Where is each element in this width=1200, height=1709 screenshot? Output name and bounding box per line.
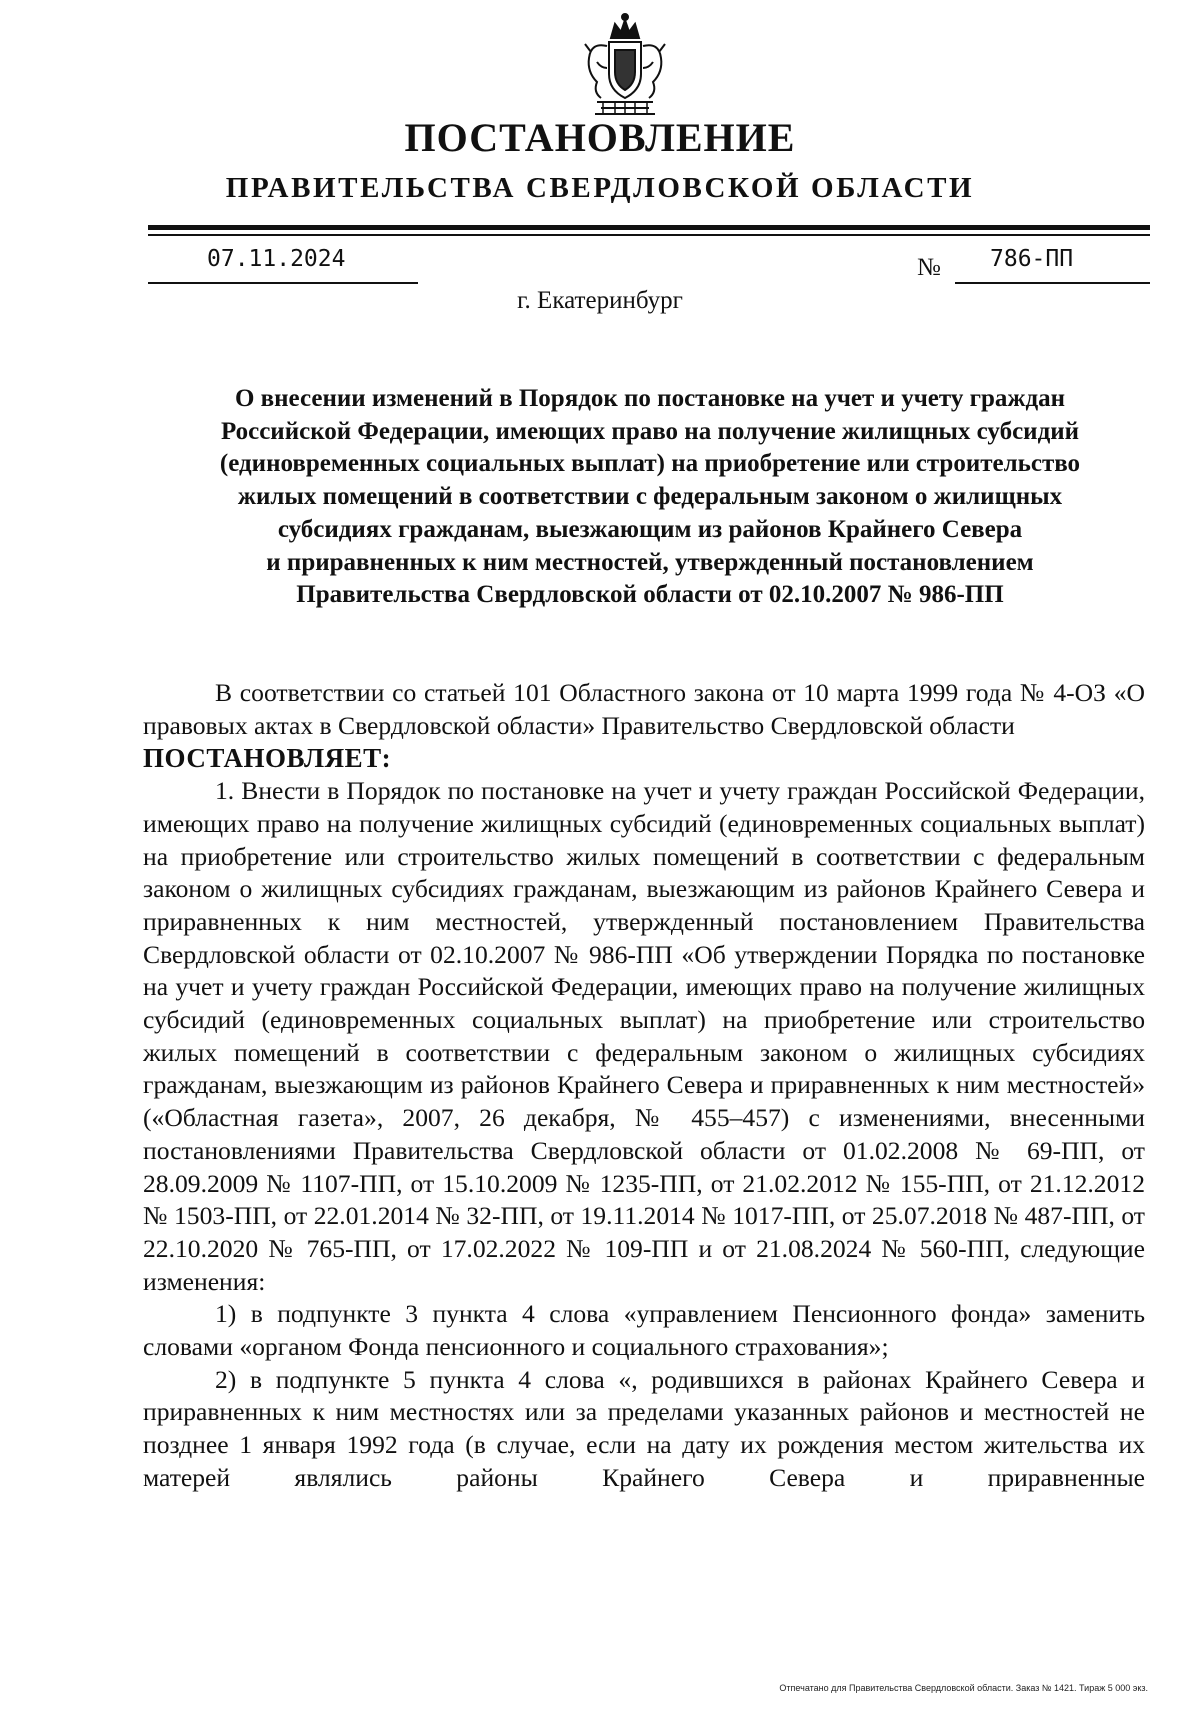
subitem-1-paragraph: 1) в подпункте 3 пункта 4 слова «управлением Пенсионного фонда» заменить словами «органом Фонда пенсионного и социального страхования»;: [143, 1299, 1145, 1362]
document-heading: [145, 383, 1155, 612]
resolves-label: ПОСТАНОВЛЯЕТ:: [143, 743, 392, 774]
print-note: Отпечатано для Правительства Свердловской области. Заказ № 1421. Тираж 5 000 экз.: [779, 1683, 1148, 1693]
heading-line: и приравненных к ним местностей, утвержденный постановлением: [266, 548, 1034, 576]
heading-line: (единовременных социальных выплат) на приобретение или строительство: [219, 450, 1081, 478]
document-body: [143, 677, 1145, 1495]
header-divider-thick: [148, 225, 1150, 230]
preamble-paragraph: В соответствии со статьей 101 Областного закона от 10 марта 1999 года № 4-ОЗ «О правовых актах в Свердловской области» Правительство Свердловской области: [143, 678, 1145, 740]
document-date: 07.11.2024: [207, 246, 346, 272]
heading-line: жилых помещений в соответствии с федеральным законом о жилищных: [237, 483, 1063, 511]
document-subtitle: ПРАВИТЕЛЬСТВА СВЕРДЛОВСКОЙ ОБЛАСТИ: [225, 172, 975, 204]
heading-line: О внесении изменений в Порядок по постановке на учет и учету граждан: [234, 385, 1066, 412]
heading-line: субсидиях гражданам, выезжающим из районов Крайнего Севера: [277, 515, 1023, 543]
header-divider-thin: [148, 234, 1150, 236]
document-title: ПОСТАНОВЛЕНИЕ: [404, 115, 796, 160]
number-sign: №: [917, 254, 941, 281]
heading-line: Российской Федерации, имеющих право на получение жилищных субсидий: [220, 417, 1080, 445]
document-number: 786-ПП: [990, 246, 1074, 272]
subitem-2-paragraph: 2) в подпункте 5 пункта 4 слова «, родившихся в районах Крайнего Севера и приравненных к ним местностях или за пределами указанных районов и местностей не позднее 1 января 1992 года (в случае, если на дату их рождения местом жительства их матерей являлись районы Крайнего Севера и приравненные: [143, 1364, 1145, 1492]
heading-line: Правительства Свердловской области от 02.10.2007 № 986-ПП: [296, 581, 1004, 609]
document-city: г. Екатеринбург: [517, 287, 683, 314]
item-1-paragraph: 1. Внести в Порядок по постановке на учет и учету граждан Российской Федерации, имеющих право на получение жилищных субсидий (единовременных социальных выплат) на приобретение или строительство жилых помещений в соответствии с федеральным законом о жилищных субсидиях гражданам, выезжающим из районов Крайнего Севера и приравненных к ним местностей, утвержденный постановлением Правительства Свердловской области от 02.10.2007 № 986-ПП «Об утверждении Порядка по постановке на учет и учету граждан Российской Федерации, имеющих право на получение жилищных субсидий (единовременных социальных выплат) на приобретение или строительство жилых помещений в соответствии с федеральным законом о жилищных субсидиях гражданам, выезжающим из районов Крайнего Севера и приравненных к ним местностей» («Областная газета», 2007, 26 декабря, № 455–457) с изменениями, внесенными постановлениями Правительства Свердловской области от 01.02.2008 № 69-ПП, от 28.09.2009 № 1107-ПП, от 15.10.2009 № 1235-ПП, от 21.02.2012 № 155-ПП, от 21.12.2012 № 1503-ПП, от 22.01.2014 № 32-ПП, от 19.11.2014 № 1017-ПП, от 25.07.2018 № 487-ПП, от 22.10.2020 № 765-ПП, от 17.02.2022 № 109-ПП и от 21.08.2024 № 560-ПП, следующие изменения:: [143, 776, 1145, 1296]
coat-of-arms-icon: [575, 12, 675, 120]
